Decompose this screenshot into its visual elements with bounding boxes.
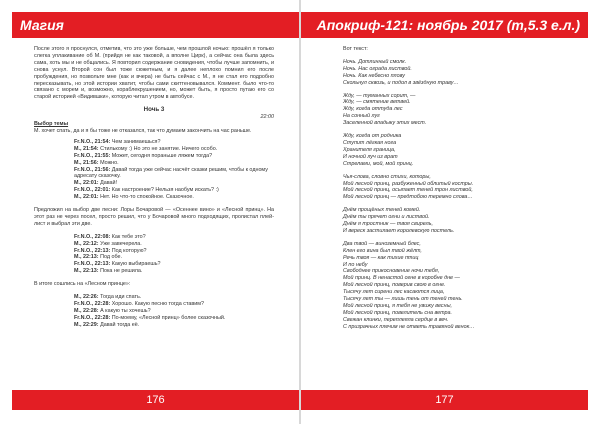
left-header: Магия xyxy=(12,12,299,38)
chat-author: Fr.N.O., 21:54: xyxy=(74,138,111,145)
chat-line xyxy=(74,194,274,201)
chat-author: Fr.N.O., 21:55: xyxy=(74,152,111,159)
chat-message: Нет. Но что-то спокойное. Сказочное. xyxy=(100,194,194,201)
lyric-line: Чья-слова, словно стихи, которы, xyxy=(343,173,431,180)
chat-message: Пока не решила. xyxy=(100,268,143,275)
lyric-line: Заселенной владыку этих мест. xyxy=(343,120,427,127)
chat-message: Под которую? xyxy=(111,247,147,254)
left-body xyxy=(34,46,274,329)
song-lyrics xyxy=(343,59,565,331)
lyric-line: Ночь. Нас ограда листвой. xyxy=(343,65,412,72)
lyric-line: Два твой — виноземный блес, xyxy=(343,240,421,247)
lyric-line: И вереск застилает королевскую постель. xyxy=(343,227,455,234)
lyric-line: Жду, — смятение ветвей. xyxy=(343,99,411,106)
chat-message: Как тебе это? xyxy=(111,233,146,240)
chat-line xyxy=(74,160,274,167)
stanza xyxy=(343,133,565,168)
chat-message: Хорошо. Какую песню тогда ставим? xyxy=(111,301,204,307)
lyric-line: Мой лесной принц, повелитель сна ветра. xyxy=(343,309,453,316)
chat-line xyxy=(74,139,274,146)
agreed-line: В итоге сошлись на «Лесном принце»: xyxy=(34,281,131,288)
lyric-line: Мой лесной принц, осыпает теней трон листвой, xyxy=(343,187,473,194)
chat-line xyxy=(74,153,274,160)
right-page xyxy=(301,0,600,424)
lyric-line: Свободнее прикосновение ночи тебя, xyxy=(343,268,440,275)
chat-line xyxy=(74,254,274,261)
choice-heading: Выбор темы xyxy=(34,121,69,128)
lyric-line: Свежан клинки, переплеяла сердце в веч. xyxy=(343,316,449,323)
chat-line xyxy=(74,294,274,301)
chat-message: Может, сегодня пораньше ляжем тогда? xyxy=(111,152,213,159)
lyric-line: На сонный луг xyxy=(343,113,380,120)
right-body xyxy=(343,46,565,337)
chat-message: По-моему, «Лесной принц» более сказочный. xyxy=(111,314,226,321)
chat-author: Fr.N.O., 21:56: xyxy=(74,166,111,173)
chat-line xyxy=(74,234,274,241)
lyric-line: Мой лесной принц, разбуженный облитый костры. xyxy=(343,180,474,187)
night-title: Ночь 3 xyxy=(143,106,165,114)
chat-line xyxy=(74,301,274,308)
choice-text: М. хочет спать, да и я бы тоже не отказался, так что думаем закончить на час раньше. xyxy=(34,127,252,134)
lyric-line: Хранителя граница, xyxy=(343,146,396,153)
lead-line: Вот текст: xyxy=(343,46,368,52)
lyric-line: Ночь. Дотлинный смолк. xyxy=(343,58,407,65)
lyric-line: И ночной луч из врат xyxy=(343,153,398,160)
chat-line xyxy=(74,248,274,255)
chat-line xyxy=(74,315,274,322)
chat-message: Давай! xyxy=(100,180,118,187)
chat-author: М., 22:26: xyxy=(74,294,99,301)
lyric-line: Стрелами, мой, мой принц. xyxy=(343,160,414,167)
chat-message: Стилькому :) Но это не занятие. Ничего особо. xyxy=(100,145,218,152)
lyric-line: Днём прощёных теней комей. xyxy=(343,207,421,214)
lyric-line: Жду, когда оттуда лес xyxy=(343,106,403,113)
chat-message: Давай тогда её. xyxy=(100,321,140,328)
chat-line xyxy=(74,261,274,268)
chat-block-3 xyxy=(34,294,274,329)
chat-author: М., 22:13: xyxy=(74,254,99,261)
offer-paragraph: Предложил на выбор две песни: Лоры Бочаровой — «Осеннее вино» и «Лесной принц». На этот раз не через посел, просто решил, что у Бочаровой много подходящих, пролистал плей-лист и выбрал эти две. xyxy=(34,207,274,227)
chat-author: Fr.N.O., 22:08: xyxy=(74,233,111,240)
left-page xyxy=(0,0,299,424)
chat-author: Fr.N.O., 22:13: xyxy=(74,247,111,254)
chat-author: Fr.N.O., 22:28: xyxy=(74,314,111,321)
chat-author: М., 21:54: xyxy=(74,145,99,152)
chat-author: М., 21:56: xyxy=(74,159,99,166)
chat-line xyxy=(74,308,274,315)
chat-author: М., 22:13: xyxy=(74,268,99,275)
intro-paragraph: После этого я проснулся, отметив, что это уже больше, чем прошлой ночью: прошёл я только слегка уплакивание об М. (прийдя не как таковой, а вполне Цирк), а сейчас она была здесь сама, хоть мы и не общались. Я повторил содержание сновидения, чтобы лучше запомнить, и снова уснул. Второй сон был тоже сюжетным, и я далее неплохо помнил его после пробуждения, но позвольте мне (как и вчера) не быть сейчас с М., я не стал его подробно пересказывать, но этой истории хватит, чтобы сами скиттеновывался. Коммент. было что-то связано с морем и, возможно, кораблекрушением, но, может быть, я просто путаю его со старой историей «Видившки», которую читал утром в автобусе. xyxy=(34,46,274,101)
chat-line xyxy=(74,268,274,275)
right-header: Апокриф-121: ноябрь 2017 (m,5.3 e.л.) xyxy=(301,12,588,38)
right-page-number: 177 xyxy=(301,390,588,410)
left-page-number: 176 xyxy=(12,390,299,410)
stanza xyxy=(343,241,565,331)
stanza xyxy=(343,59,565,87)
lyric-line: Речь твоя — как тихие птиц xyxy=(343,254,419,261)
night-time: 22:00 xyxy=(260,114,274,121)
chat-message: Можно. xyxy=(100,159,119,166)
chat-author: М., 22:12: xyxy=(74,240,99,247)
lyric-line: И по небу xyxy=(343,261,368,268)
chat-block-2 xyxy=(34,234,274,275)
lyric-line: Жду, — туманных сорит, — xyxy=(343,92,416,99)
lyric-line: Ночь. Как небесно плову xyxy=(343,72,405,79)
chat-message: Чем занимаешься? xyxy=(111,138,161,145)
chat-author: М., 22:01: xyxy=(74,194,99,201)
chat-line xyxy=(74,180,274,187)
chat-message: Уже завечерела. xyxy=(100,240,142,247)
chat-line xyxy=(74,167,274,181)
lyric-line: Клен его вина был твой жёлт, xyxy=(343,247,422,254)
chat-message: Как настроение? Нельзя наобум искать? :) xyxy=(111,187,219,194)
chat-author: Fr.N.O., 22:13: xyxy=(74,261,111,268)
lyric-line: Днём ты прячет огни и листвой. xyxy=(343,214,430,221)
chat-block-1 xyxy=(34,139,274,201)
lyric-line: Мой лесной принц — предтобою теремно слова… xyxy=(343,194,473,201)
chat-author: Fr.N.O., 22:01: xyxy=(74,187,111,194)
lyric-line: Жду, когда от родника xyxy=(343,133,402,140)
lyric-line: Тысячу лет ты — лишь тень от теней тень. xyxy=(343,296,463,303)
lyric-line: Мой принц. В ненастой огне в коробне дне — xyxy=(343,275,460,282)
lyric-line: Мой лесной принц, поверив свою в огне. xyxy=(343,282,446,289)
stanza xyxy=(343,93,565,128)
chat-author: М., 22:29: xyxy=(74,321,99,328)
lyric-line: Днём я тростник — твоя свирель, xyxy=(343,221,433,228)
lyric-line: Скольнул сквозь, и подол в звёздную траву… xyxy=(343,79,459,86)
chat-line xyxy=(74,146,274,153)
chat-line xyxy=(74,322,274,329)
lyric-line: Мой лесной принц, я тебя не увижу весны, xyxy=(343,303,453,309)
stanza xyxy=(343,207,565,235)
chat-author: Fr.N.O., 22:28: xyxy=(74,301,111,307)
chat-line xyxy=(74,241,274,248)
chat-message: А какую ты хочешь? xyxy=(100,307,151,314)
chat-message: Под обе. xyxy=(100,254,122,261)
chat-author: М., 22:28: xyxy=(74,307,99,314)
lyric-line: Тысячу лет сирени лес касаются лица, xyxy=(343,289,445,296)
chat-message: Какую выбираешь? xyxy=(111,261,161,268)
stanza xyxy=(343,174,565,202)
chat-message: Давай тогда уже сейчас насчёт сказки решим, чтобы к одному адресату сказочку. xyxy=(74,166,268,180)
lyric-line: С призрачных плечим не ответь травяной венок… xyxy=(343,323,475,330)
chat-message: Тогда иди спать. xyxy=(100,294,142,301)
lyric-line: Ступит лёгкая нога xyxy=(343,139,397,146)
chat-author: М., 22:01: xyxy=(74,180,99,187)
